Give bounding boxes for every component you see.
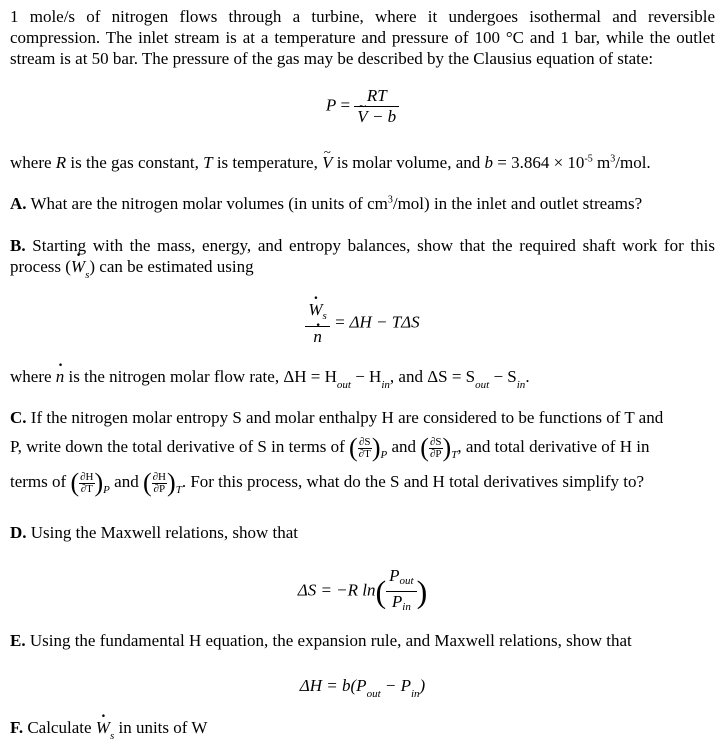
clausius-equation: P = RT ~ V − b — [10, 86, 715, 127]
question-a-label: A. — [10, 194, 27, 213]
eq1-den-v: ~ V — [357, 107, 367, 127]
eq1-den-rest: − b — [367, 107, 397, 126]
where-line-1: where R is the gas constant, T is temperature, ~ V is molar volume, and $b = 3.864 \times 10^{-5}$ $m^3$/mol. — [10, 152, 715, 173]
eq2-rhs: = ΔH − TΔS — [329, 312, 420, 332]
eq1-fraction — [354, 86, 399, 127]
question-f-label: F. — [10, 718, 24, 737]
question-c-line3: terms of ( $\frac{\partial H}{\partial T}$ )$_P$ and ( $\frac{\partial H}{\partial P}$ )$_T$. For this process, what do the S and H total derivatives simplify to? — [10, 468, 645, 498]
question-b-label: B. — [10, 236, 26, 255]
question-e: E. Using the fundamental H equation, the expansion rule, and Maxwell relations, show that — [10, 631, 632, 650]
where-line-2: where · n is the nitrogen molar flow rate, $\Delta H = H_{out} - H_{in}$, and $\Delta S = S_{out} - S_{in}$. — [10, 366, 715, 396]
question-c-line1: C. If the nitrogen molar entropy S and molar enthalpy H are considered to be functions of T and — [10, 408, 664, 427]
question-f: F. Calculate · $W_s$ in units of W — [10, 717, 715, 747]
eq1-numerator: RT — [354, 86, 399, 107]
enthalpy-equation: $\Delta H = b(P_{out} - P_{in})$ — [299, 676, 426, 700]
entropy-equation: ΔS = −R ln( $\frac{P_{out}}{P_{in}}$ ) — [297, 566, 428, 613]
question-c-line2: P, write down the total derivative of S in terms of ( $\frac{\partial S}{\partial T}$ )$_P$ and ( $\frac{\partial S}{\partial P}$ )$_T$, and total derivative of H in — [10, 433, 650, 463]
question-d-label: D. — [10, 523, 27, 542]
eq1-lhs: P — [325, 95, 337, 115]
question-c-label: C. — [10, 408, 27, 427]
question-a: A. What are the nitrogen molar volumes (in units of $cm^3/mol$) in the inlet and outlet streams? — [10, 194, 643, 213]
shaft-work-equation — [10, 300, 715, 347]
question-d: D. Using the Maxwell relations, show that — [10, 523, 299, 542]
intro-paragraph: 1 mole/s of nitrogen flows through a turbine, where it undergoes isothermal and reversible compression. The inlet stream is at a temperature and pressure of 100 °C and 1 bar, while the outlet stream is at 50 bar. The pressure of the gas may be described by the Clausius equation of state: — [10, 7, 715, 68]
question-e-label: E. — [10, 631, 26, 650]
eq2-fraction: · $W_s$ · n — [305, 300, 329, 347]
question-b: B. Starting with the mass, energy, and entropy balances, show that the required shaft work for this process (· $W_s$) can be estimated using — [10, 235, 715, 286]
